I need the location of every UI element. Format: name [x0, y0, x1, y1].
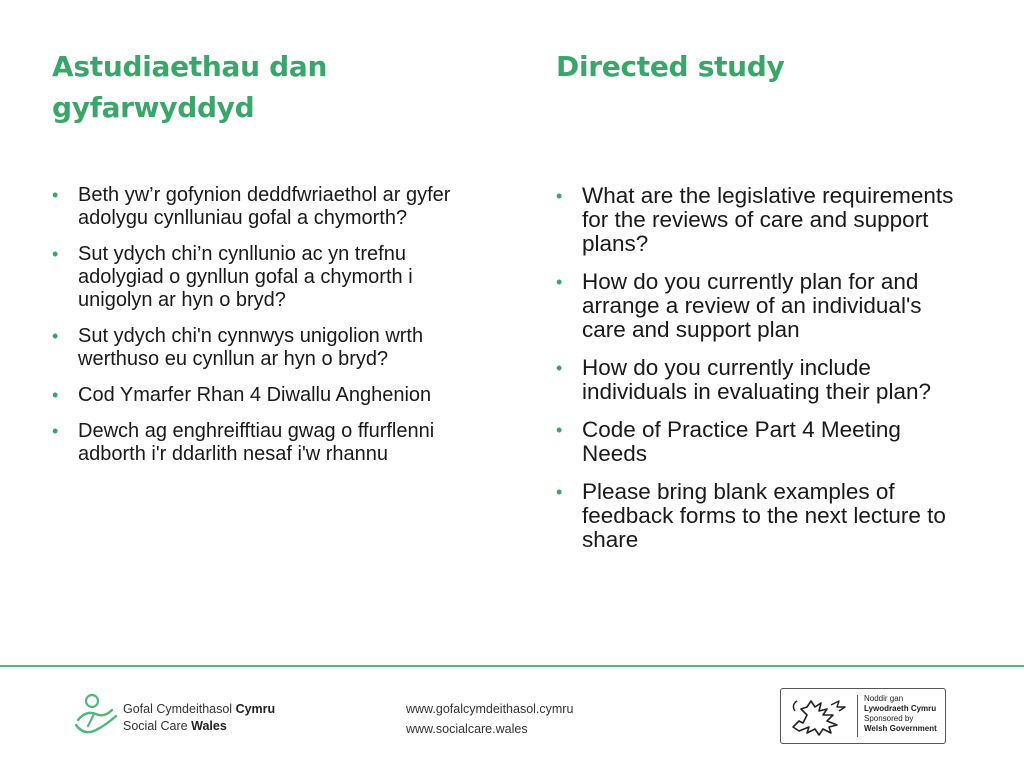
badge-divider — [857, 695, 858, 737]
bullet-text: Sut ydych chi’n cynllunio ac yn trefnu adolygiad o gynllun gofal a chymorth i unigolyn ar hyn o bryd? — [78, 243, 413, 311]
welsh-government-badge — [780, 688, 946, 744]
bullet-icon: • — [556, 186, 563, 206]
footer-urls — [406, 699, 573, 739]
social-care-wales-logo — [74, 692, 304, 740]
logo-text: Gofal Cymdeithasol Cymru Social Care Wales — [123, 702, 276, 733]
bullet-text: Please bring blank examples of feedback forms to the next lecture to share — [582, 479, 946, 552]
url-welsh[interactable]: www.gofalcymdeithasol.cymru — [406, 702, 574, 716]
bullet-text: Cod Ymarfer Rhan 4 Diwallu Anghenion — [78, 384, 432, 406]
list-item — [556, 184, 956, 256]
bullet-icon: • — [556, 420, 563, 440]
url-english[interactable]: www.socialcare.wales — [406, 722, 528, 736]
social-care-wales-logo-icon — [74, 692, 120, 738]
english-heading: Directed study — [556, 50, 785, 83]
english-bullet-list — [556, 184, 956, 566]
list-item — [52, 184, 452, 230]
bullet-icon: • — [52, 244, 59, 264]
welsh-bullet-list — [52, 184, 452, 479]
list-item — [556, 356, 956, 404]
english-column — [556, 46, 976, 552]
list-item — [52, 420, 452, 466]
list-item — [556, 418, 956, 466]
bullet-icon: • — [52, 326, 59, 346]
list-item — [52, 243, 452, 312]
welsh-column — [52, 46, 492, 465]
bullet-text: Code of Practice Part 4 Meeting Needs — [582, 417, 901, 466]
bullet-text: Dewch ag enghreifftiau gwag o ffurflenni adborth i'r ddarlith nesaf i'w rhannu — [78, 420, 435, 465]
list-item — [556, 480, 956, 552]
sponsor-text: Noddir gan Lywodraeth Cymru Sponsored by Welsh Government — [864, 694, 937, 733]
bullet-text: How do you currently plan for and arrange a review of an individual's care and support plan — [582, 269, 922, 342]
list-item — [556, 270, 956, 342]
bullet-icon: • — [556, 482, 563, 502]
list-item — [52, 384, 452, 407]
welsh-heading: Astudiaethau dan gyfarwyddyd — [52, 50, 328, 124]
bullet-icon: • — [52, 185, 59, 205]
bullet-text: What are the legislative requirements for the reviews of care and support plans? — [582, 183, 954, 256]
bullet-text: Sut ydych chi'n cynnwys unigolion wrth werthuso eu cynllun ar hyn o bryd? — [78, 325, 424, 370]
bullet-icon: • — [556, 358, 563, 378]
bullet-icon: • — [52, 385, 59, 405]
welsh-dragon-icon — [787, 693, 851, 739]
list-item — [52, 325, 452, 371]
bullet-icon: • — [556, 272, 563, 292]
bullet-text: How do you currently include individuals in evaluating their plan? — [582, 355, 931, 404]
footer-divider — [0, 665, 1024, 667]
bullet-text: Beth yw’r gofynion deddfwriaethol ar gyfer adolygu cynlluniau gofal a chymorth? — [78, 184, 451, 229]
bullet-icon: • — [52, 421, 59, 441]
